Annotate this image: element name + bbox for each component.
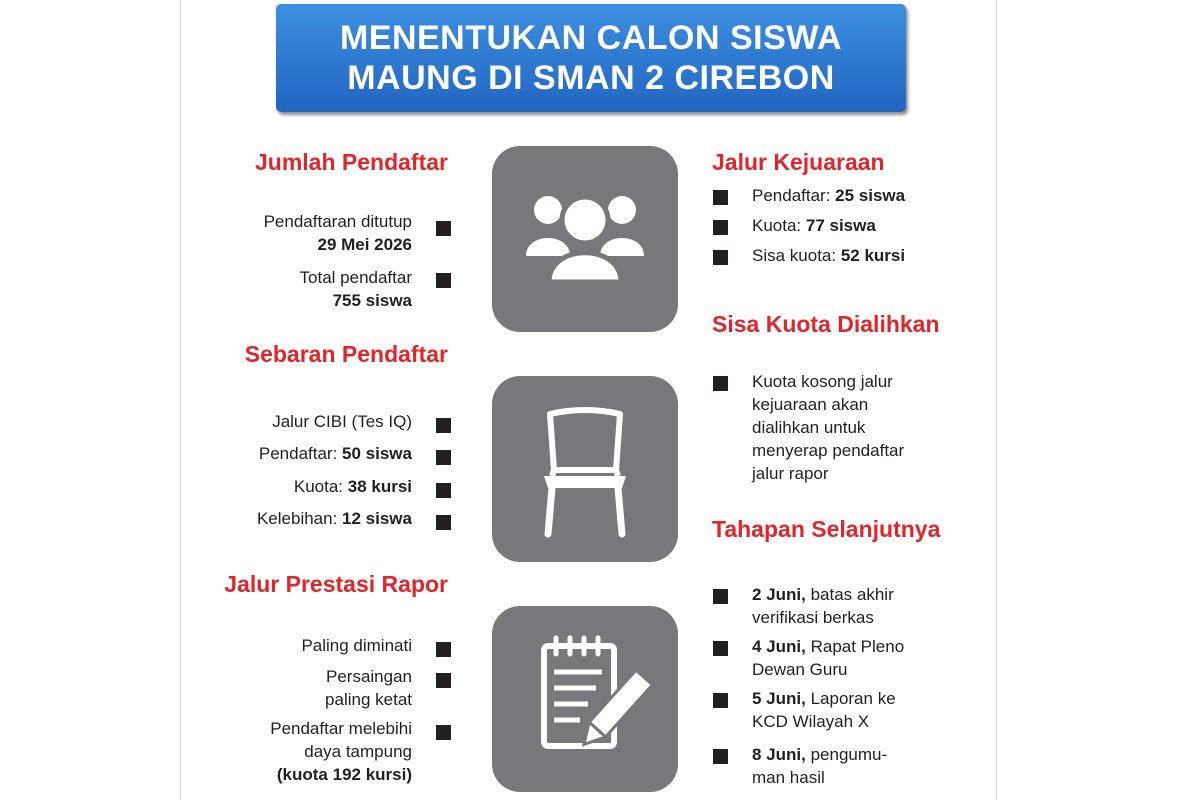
heading-sisa-kuota-dialihkan: Sisa Kuota Dialihkan: [712, 311, 940, 337]
list-item: Pendaftar: 50 siswa: [258, 444, 412, 463]
chair-icon: [492, 376, 678, 562]
list-item: Persaingan paling ketat: [325, 667, 412, 709]
bullet-square: [713, 749, 728, 764]
list-item: 2 Juni, batas akhir verifikasi berkas: [752, 585, 894, 627]
left-border: [180, 0, 181, 800]
bullet-square: [436, 483, 451, 498]
bullet-square: [436, 673, 451, 688]
list-item: Pendaftaran ditutup 29 Mei 2026: [263, 212, 412, 254]
list-item: Paling diminati: [301, 636, 412, 655]
title-banner: [276, 4, 906, 112]
bullet-square: [436, 515, 451, 530]
bullet-square: [713, 641, 728, 656]
list-item: 4 Juni, Rapat Pleno Dewan Guru: [752, 637, 905, 679]
title-line-2: MAUNG DI SMAN 2 CIREBON: [347, 59, 835, 97]
bullet-square: [713, 250, 728, 265]
bullet-square: [436, 221, 451, 236]
list-item: Kuota kosong jalur kejuaraan akan dialihkan untuk menyerap pendaftar jalur rapor: [752, 372, 905, 483]
bullet-square: [436, 418, 451, 433]
right-border: [996, 0, 997, 800]
heading-sebaran-pendaftar: Sebaran Pendaftar: [244, 341, 448, 367]
heading-jumlah-pendaftar: Jumlah Pendaftar: [254, 149, 448, 175]
chair-tile: [492, 376, 678, 562]
bullet-square: [713, 376, 728, 391]
list-item: Kuota: 77 siswa: [752, 216, 876, 235]
bullet-square: [713, 220, 728, 235]
people-icon: [492, 146, 678, 332]
list-item: Total pendaftar 755 siswa: [299, 268, 412, 310]
list-item: 8 Juni, pengumu- man hasil: [752, 745, 888, 787]
notepad-pencil-icon: [492, 606, 678, 792]
list-item: Kuota: 38 kursi: [293, 477, 412, 496]
bullet-square: [713, 190, 728, 205]
list-item: Pendaftar: 25 siswa: [752, 186, 906, 205]
list-item: Pendaftar melebihi daya tampung (kuota 192 kursi): [270, 719, 412, 784]
heading-jalur-prestasi-rapor: Jalur Prestasi Rapor: [224, 571, 448, 597]
list-item: Kelebihan: 12 siswa: [256, 509, 412, 528]
list-item: Jalur CIBI (Tes IQ): [272, 412, 412, 431]
heading-jalur-kejuaraan: Jalur Kejuaraan: [712, 149, 885, 175]
bullet-square: [436, 642, 451, 657]
heading-tahapan-selanjutnya: Tahapan Selanjutnya: [712, 516, 941, 542]
bullet-square: [436, 273, 451, 288]
list-item: 5 Juni, Laporan ke KCD Wilayah X: [752, 689, 896, 731]
bullet-square: [436, 725, 451, 740]
bullet-square: [713, 693, 728, 708]
people-tile: [492, 146, 678, 332]
bullet-square: [436, 450, 451, 465]
title-line-1: MENENTUKAN CALON SISWA: [339, 19, 843, 57]
list-item: Sisa kuota: 52 kursi: [752, 246, 906, 265]
bullet-square: [713, 589, 728, 604]
notepad-tile: [492, 606, 678, 792]
